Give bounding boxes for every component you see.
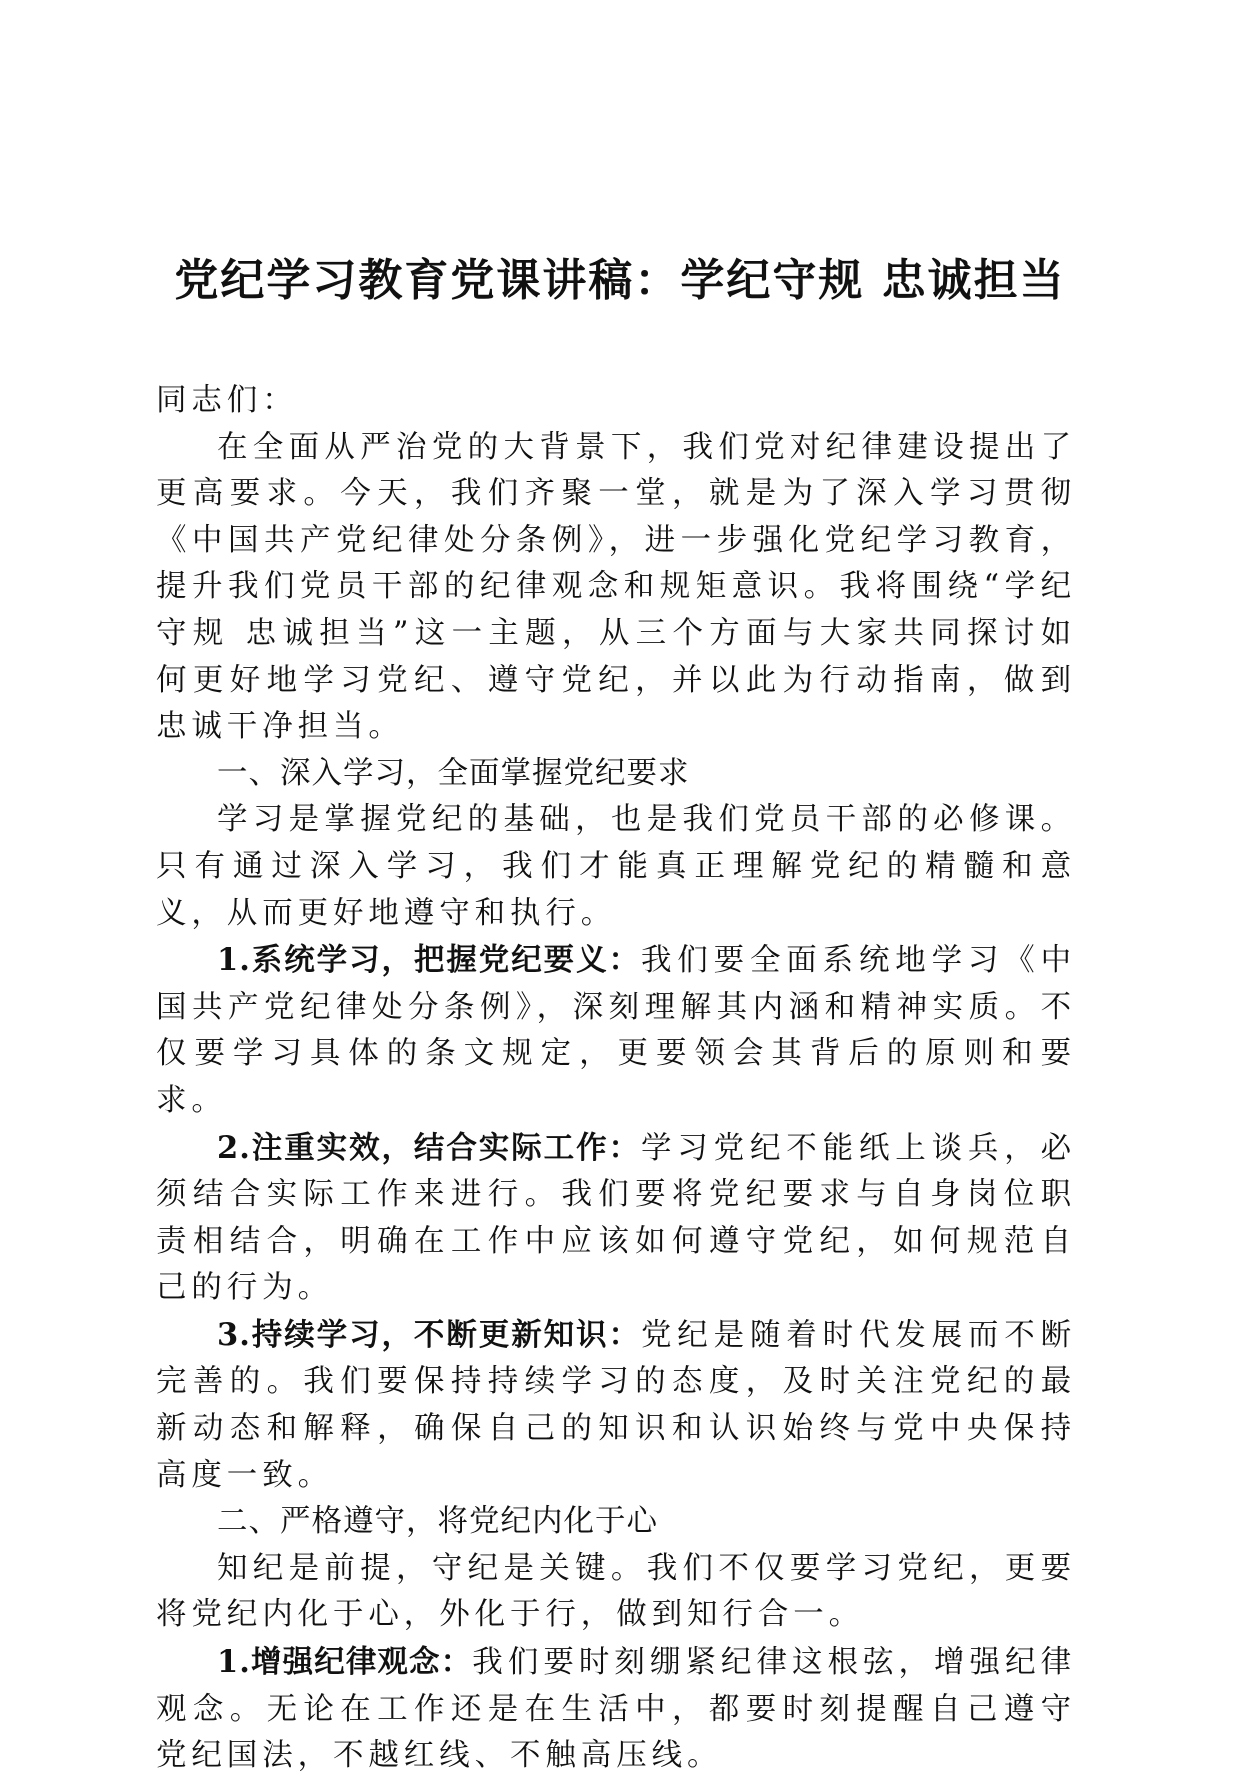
salutation: 同志们： bbox=[156, 383, 298, 418]
list-item bbox=[156, 1312, 1076, 1499]
list-item-text: 学习党纪不能纸上谈兵，必须结合实际工作来进行。我们要将党纪要求与自身岗位职责相结合，明确在工作中应该如何遵守党纪，如何规范自己的行为。 bbox=[156, 1130, 1076, 1306]
section-heading: 一、深入学习，全面掌握党纪要求 bbox=[217, 755, 690, 791]
list-item bbox=[156, 1639, 1076, 1780]
section-intro-paragraph: 知纪是前提，守纪是关键。我们不仅要学习党纪，更要将党纪内化于心，外化于行，做到知行合一。 bbox=[156, 1550, 1076, 1633]
document-body bbox=[156, 378, 1076, 1780]
list-item-text: 我们要全面系统地学习《中国共产党纪律处分条例》，深刻理解其内涵和精神实质。不仅要学习具体的条文规定，更要领会其背后的原则和要求。 bbox=[156, 943, 1076, 1118]
list-item-lead: 2.注重实效，结合实际工作： bbox=[217, 1129, 641, 1166]
document-title: 党纪学习教育党课讲稿：学纪守规 忠诚担当 bbox=[174, 255, 1066, 307]
section-intro-paragraph: 学习是掌握党纪的基础，也是我们党员干部的必修课。只有通过深入学习，我们才能真正理解党纪的精髓和意义，从而更好地遵守和执行。 bbox=[156, 802, 1076, 931]
list-item bbox=[156, 1125, 1076, 1312]
list-item-lead: 1.增强纪律观念： bbox=[217, 1644, 473, 1681]
list-item bbox=[156, 937, 1076, 1124]
section-heading: 二、严格遵守，将党纪内化于心 bbox=[217, 1504, 658, 1540]
list-item-text: 我们要时刻绷紧纪律这根弦，增强纪律观念。无论在工作还是在生活中，都要时刻提醒自己遵守党纪国法，不越红线、不触高压线。 bbox=[156, 1645, 1076, 1774]
list-item-lead: 3.持续学习，不断更新知识： bbox=[217, 1316, 641, 1353]
intro-paragraph: 在全面从严治党的大背景下，我们党对纪律建设提出了更高要求。今天，我们齐聚一堂，就是为了深入学习贯彻《中国共产党纪律处分条例》，进一步强化党纪学习教育，提升我们党员干部的纪律观念和规矩意识。我将围绕“学纪守规 忠诚担当”这一主题，从三个方面与大家共同探讨如何更好地学习党纪、遵守党纪，并以此为行动指南，做到忠诚干净担当。 bbox=[156, 429, 1076, 745]
list-item-lead: 1.系统学习，把握党纪要义： bbox=[217, 942, 641, 979]
list-item-text: 党纪是随着时代发展而不断完善的。我们要保持持续学习的态度，及时关注党纪的最新动态和解释，确保自己的知识和认识始终与党中央保持高度一致。 bbox=[156, 1317, 1076, 1493]
